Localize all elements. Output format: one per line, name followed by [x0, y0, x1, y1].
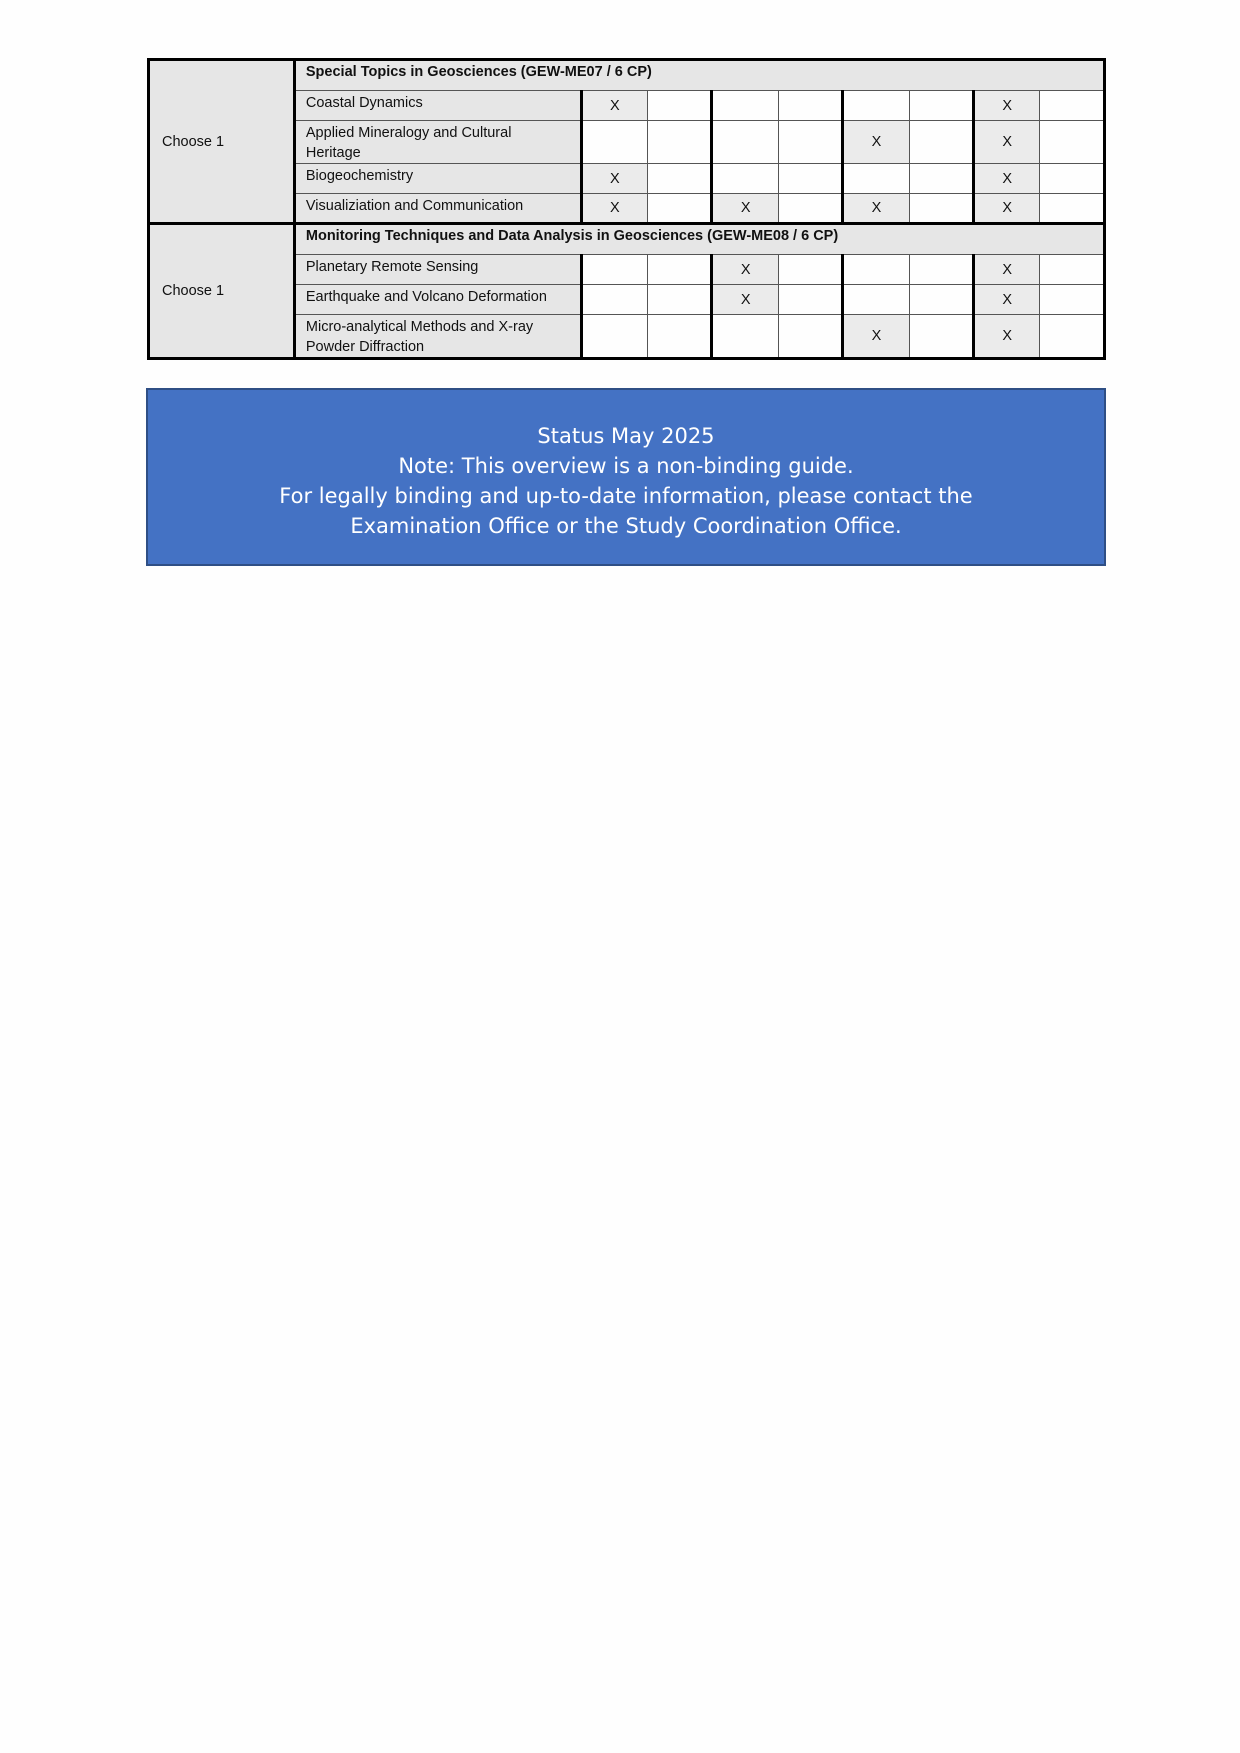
table-body — [149, 60, 1105, 359]
mark-cell: X — [712, 285, 778, 315]
course-name: Earthquake and Volcano Deformation — [294, 285, 581, 315]
mark-cell — [778, 255, 842, 285]
mark-cell — [909, 255, 973, 285]
mark-cell: X — [974, 164, 1040, 194]
mark-cell: X — [581, 164, 647, 194]
mark-cell — [1040, 91, 1105, 121]
mark-cell — [648, 91, 712, 121]
course-name: Coastal Dynamics — [294, 91, 581, 121]
contact-offices-line: Examination Office or the Study Coordination Office. — [350, 514, 902, 538]
course-name: Planetary Remote Sensing — [294, 255, 581, 285]
mark-cell: X — [974, 255, 1040, 285]
status-line: Status May 2025 — [537, 424, 715, 448]
module-header: Special Topics in Geosciences (GEW-ME07 / 6 CP) — [294, 60, 1104, 91]
mark-cell: X — [712, 194, 778, 224]
mark-cell: X — [843, 121, 909, 164]
mark-cell: X — [581, 194, 647, 224]
mark-cell: X — [843, 194, 909, 224]
mark-cell — [909, 285, 973, 315]
mark-cell — [712, 164, 778, 194]
mark-cell — [712, 91, 778, 121]
mark-cell — [909, 194, 973, 224]
mark-cell: X — [974, 194, 1040, 224]
mark-cell: X — [974, 121, 1040, 164]
mark-cell — [778, 194, 842, 224]
mark-cell — [581, 121, 647, 164]
mark-cell — [648, 315, 712, 359]
mark-cell — [648, 121, 712, 164]
mark-cell: X — [712, 255, 778, 285]
mark-cell: X — [581, 91, 647, 121]
mark-cell — [581, 285, 647, 315]
mark-cell — [1040, 285, 1105, 315]
mark-cell — [778, 91, 842, 121]
course-name: Applied Mineralogy and Cultural Heritage — [294, 121, 581, 164]
mark-cell — [843, 285, 909, 315]
mark-cell — [648, 285, 712, 315]
contact-line: For legally binding and up-to-date information, please contact the — [279, 484, 973, 508]
mark-cell — [648, 255, 712, 285]
mark-cell — [778, 164, 842, 194]
group-header-row — [149, 224, 1105, 255]
course-name: Micro-analytical Methods and X-ray Powder Diffraction — [294, 315, 581, 359]
mark-cell: X — [974, 285, 1040, 315]
group-header-row — [149, 60, 1105, 91]
mark-cell — [1040, 255, 1105, 285]
mark-cell — [909, 164, 973, 194]
mark-cell — [581, 255, 647, 285]
course-name: Visualiziation and Communication — [294, 194, 581, 224]
choose-label: Choose 1 — [149, 60, 295, 224]
mark-cell: X — [974, 91, 1040, 121]
mark-cell — [712, 121, 778, 164]
mark-cell — [843, 255, 909, 285]
mark-cell — [909, 315, 973, 359]
mark-cell — [1040, 164, 1105, 194]
mark-cell — [843, 164, 909, 194]
mark-cell — [1040, 194, 1105, 224]
course-name: Biogeochemistry — [294, 164, 581, 194]
mark-cell — [712, 315, 778, 359]
mark-cell — [778, 121, 842, 164]
mark-cell — [778, 285, 842, 315]
mark-cell — [648, 194, 712, 224]
disclaimer-box — [146, 388, 1106, 566]
module-table — [147, 58, 1106, 360]
module-header: Monitoring Techniques and Data Analysis in Geosciences (GEW-ME08 / 6 CP) — [294, 224, 1104, 255]
mark-cell — [909, 121, 973, 164]
disclaimer-line: Note: This overview is a non-binding guide. — [398, 454, 854, 478]
mark-cell — [648, 164, 712, 194]
mark-cell: X — [974, 315, 1040, 359]
choose-label: Choose 1 — [149, 224, 295, 359]
mark-cell — [1040, 121, 1105, 164]
mark-cell — [581, 315, 647, 359]
mark-cell — [778, 315, 842, 359]
mark-cell — [909, 91, 973, 121]
mark-cell — [1040, 315, 1105, 359]
mark-cell: X — [843, 315, 909, 359]
mark-cell — [843, 91, 909, 121]
